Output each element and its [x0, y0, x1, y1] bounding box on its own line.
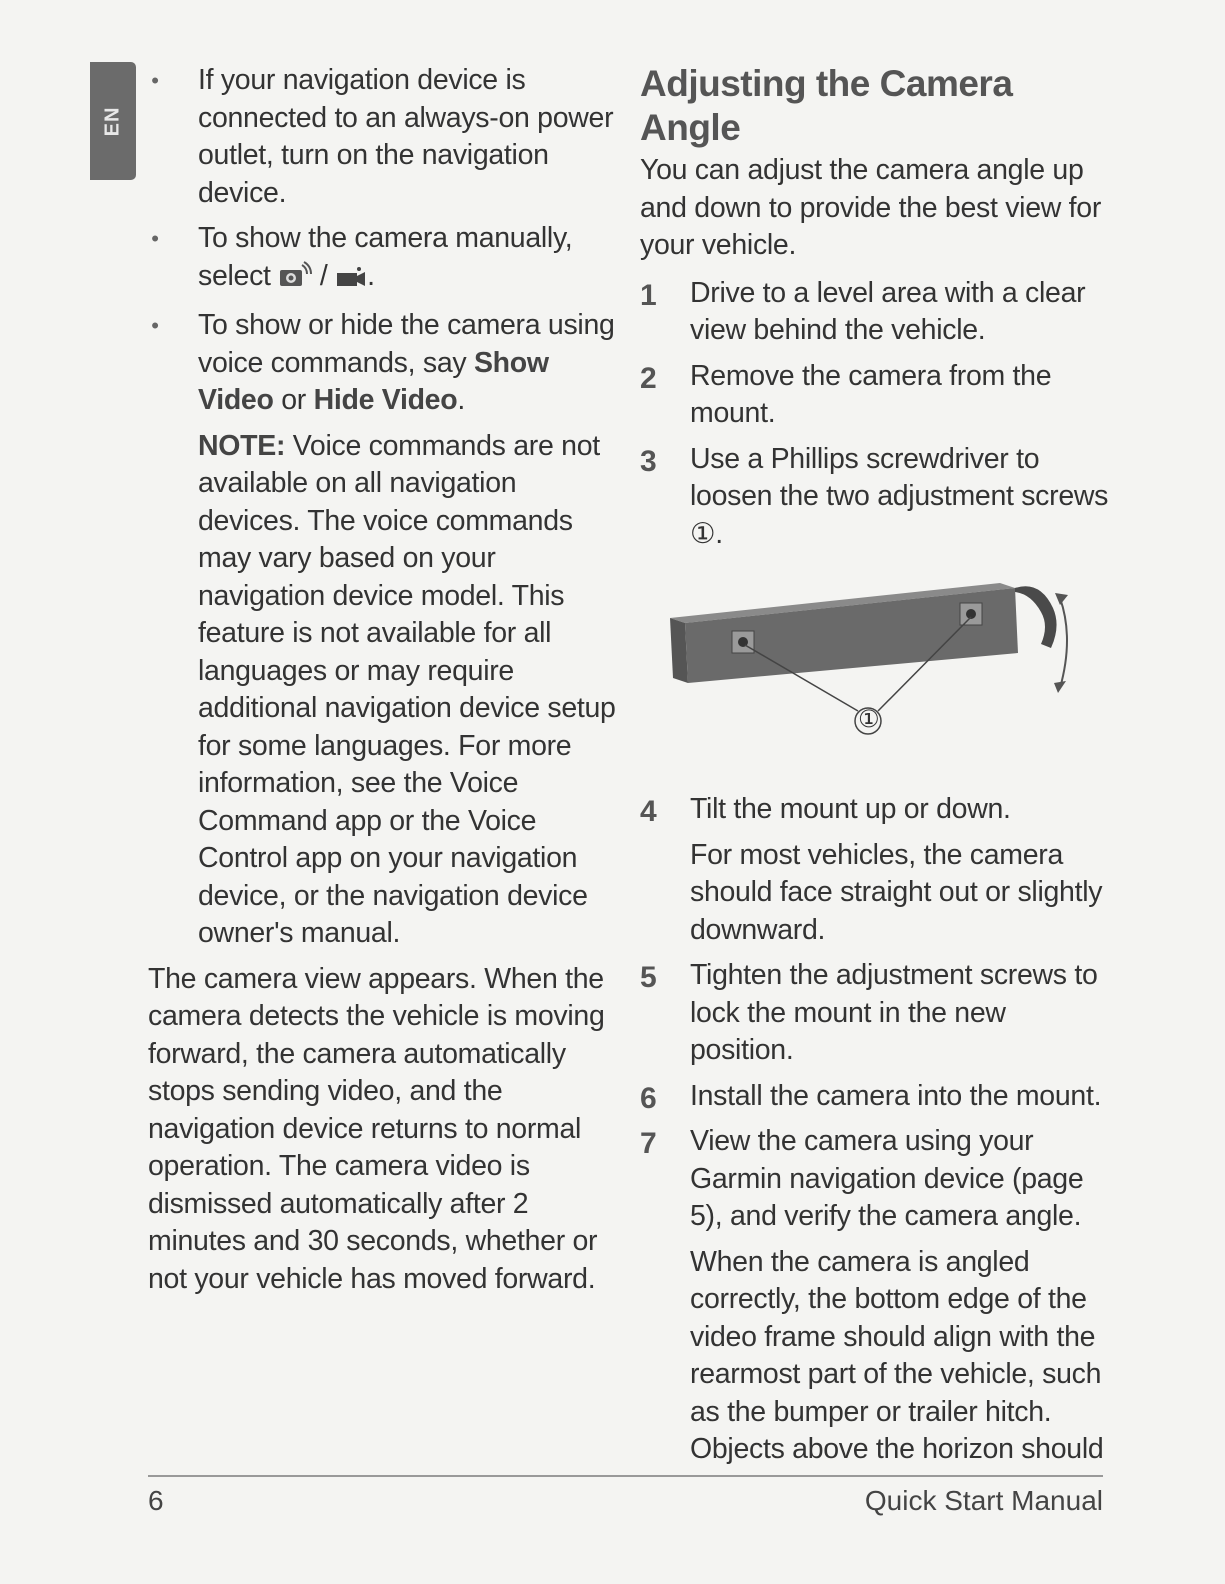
step-text: Tighten the adjustment screws to lock the mount in the new position. — [690, 959, 1098, 1066]
bullet-text-end: . — [367, 259, 375, 292]
step-item — [640, 1123, 1110, 1469]
step-item — [640, 441, 1110, 554]
step-text: Remove the camera from the mount. — [690, 359, 1052, 429]
right-column — [640, 62, 1110, 1477]
section-heading: Adjusting the Camera Angle — [640, 63, 1013, 148]
step-item — [640, 1078, 1110, 1116]
voice-command-show: Show Video — [198, 346, 549, 416]
page-number: 6 — [148, 1485, 164, 1516]
step-text: Install the camera into the mount. — [690, 1079, 1102, 1112]
bullet-dot: • — [151, 68, 159, 93]
footer-divider — [148, 1475, 1103, 1477]
left-column — [148, 62, 618, 1298]
step-number: 2 — [640, 361, 657, 395]
step-text: Use a Phillips screwdriver to loosen the two adjustment screws ①. — [690, 442, 1109, 550]
bullet-dot: • — [151, 313, 159, 338]
bullet-item — [148, 220, 618, 299]
bullet-text-mid: or — [273, 384, 314, 416]
step-item — [640, 791, 1110, 949]
camera-icon — [278, 261, 312, 300]
manual-title: Quick Start Manual — [864, 1485, 1103, 1516]
step-number: 7 — [640, 1127, 657, 1160]
step-text: Drive to a level area with a clear view behind the vehicle. — [690, 276, 1086, 346]
step-number: 5 — [640, 961, 657, 994]
step-text: View the camera using your Garmin navigation device (page 5), and verify the camera angle. — [690, 1125, 1084, 1232]
note-text: Voice commands are not available on all navigation devices. The voice commands may vary based on your navigation device model. This feature is not available for all languages or may require additional navigation device setup for some languages. For more information, see the Voice Command app or the Voice Control app on your navigation device, or the navigation device owner's manual. — [198, 429, 616, 949]
bullet-text: To show the camera manually, select — [198, 222, 573, 292]
step-number: 4 — [640, 795, 657, 828]
step-item — [640, 358, 1110, 433]
language-tab-label: EN — [101, 106, 124, 136]
step-subtext: For most vehicles, the camera should face straight out or slightly downward. — [690, 838, 1103, 946]
bullet-item — [148, 307, 618, 420]
bullet-text-end: . — [457, 384, 465, 416]
video-camera-icon — [335, 262, 367, 300]
intro-paragraph: You can adjust the camera angle up and down to provide the best view for your vehicle. — [640, 154, 1102, 261]
step-text: Tilt the mount up or down. — [690, 793, 1011, 825]
mount-illustration — [640, 583, 1110, 773]
bullet-item — [148, 62, 618, 212]
figure-callout: ① — [858, 706, 880, 733]
step-subtext: When the camera is angled correctly, the bottom edge of the video frame should align with the rearmost part of the vehicle, such as the bumper or trailer hitch. Objects above the horizon should — [690, 1245, 1104, 1465]
bullet-text: To show or hide the camera using voice commands, say — [198, 309, 615, 379]
step-item — [640, 275, 1110, 350]
note-block — [148, 428, 618, 953]
language-tab — [90, 62, 136, 180]
camera-view-paragraph: The camera view appears. When the camera detects the vehicle is moving forward, the camera automatically stops sending video, and the navigation device returns to normal operation. The camera video is dismissed automatically after 2 minutes and 30 seconds, whether or not your vehicle has moved forward. — [148, 962, 605, 1295]
bullet-text: If your navigation device is connected to an always-on power outlet, turn on the navigation device. — [198, 64, 614, 209]
voice-command-hide: Hide Video — [313, 384, 458, 416]
bullet-dot: • — [151, 226, 159, 251]
step-number: 6 — [640, 1081, 657, 1115]
step-number: 3 — [640, 444, 657, 478]
note-label: NOTE: — [198, 429, 286, 462]
step-item — [640, 957, 1110, 1070]
icon-separator: / — [312, 259, 336, 292]
step-number: 1 — [640, 278, 657, 312]
